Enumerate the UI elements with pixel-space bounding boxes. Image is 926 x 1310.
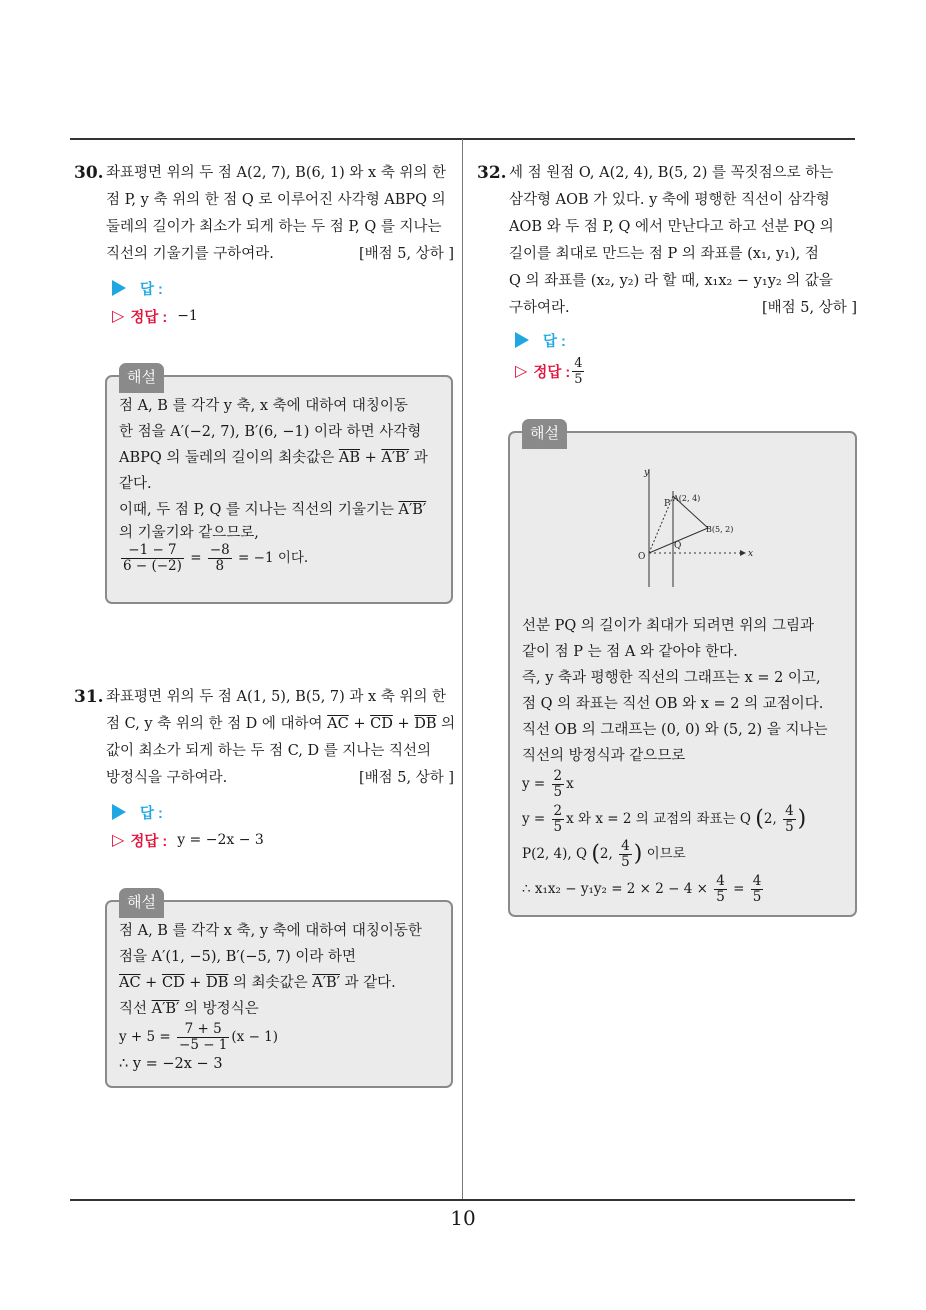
solution-formula: P(2, 4), Q (2, $\frac{4}{5}$ ) 이므로 [522,838,686,870]
outline-triangle-icon: ▷ [515,363,528,380]
explanation-tab: 해설 [522,419,567,449]
question-line: 점 C, y 축 위의 한 점 D 에 대하여 $\overline{AC} + \overline{CD} + \overline{DB}$ 의 [106,716,456,732]
label-B: B(5, 2) [706,525,734,534]
solution-line: 직선 OB 의 그래프는 (0, 0) 와 (5, 2) 을 지나는 [522,722,828,738]
question-32-text [477,160,857,322]
solution-line: $\overline{AC} + \overline{CD} + \overline{DB}$ 의 최솟값은 A′B′ 과 같다. [119,975,396,991]
answer-label: 답 : [543,333,566,350]
bottom-rule [70,1199,855,1201]
solution-formula: y = $\frac{2}{5}$ x [522,768,574,800]
correct-answer-label: 정답 : [533,364,571,381]
question-line: 둘레의 길이가 최소가 되게 하는 두 점 P, Q 를 지나는 [106,219,442,235]
solution-line: 이때, 두 점 P, Q 를 지나는 직선의 기울기는 A′B′ [119,502,427,518]
solution-line: ABPQ 의 둘레의 길이의 최솟값은 $\overline{AB} + A'B'$ 과 [119,450,428,466]
play-triangle-icon [515,332,529,348]
explanation-box-30 [105,369,453,604]
page-number: 10 [450,1206,476,1230]
correct-answer-value: $\frac{4}{5}$ [574,355,583,387]
correct-answer-value: −1 [177,308,198,324]
solution-formula: ∴ x₁x₂ − y₁y₂ = 2 × 2 − 4 × $\frac{4}{5}$ = $\frac{4}{5}$ [522,873,762,905]
solution-line: 의 기울기와 같으므로, [119,525,259,541]
solution-line: 점을 A′(1, −5), B′(−5, 7) 이라 하면 [119,949,357,965]
answer-row [112,274,454,302]
question-line: AOB 와 두 점 P, Q 에서 만난다고 하고 선분 PQ 의 [509,219,834,235]
solution-line: 점 A, B 를 각각 y 축, x 축에 대하여 대칭이동 [119,398,408,414]
question-line: Q 의 좌표를 (x₂, y₂) 라 할 때, x₁x₂ − y₁y₂ 의 값을 [509,273,833,289]
correct-answer-label: 정답 : [130,833,168,850]
solution-formula: y = $\frac{2}{5}$ x 와 x = 2 의 교점의 좌표는 Q (2, $\frac{4}{5}$ ) [522,803,807,835]
answer-row [515,326,857,354]
solution-line: 한 점을 A′(−2, 7), B′(6, −1) 이라 하면 사각형 [119,424,422,440]
question-32 [477,160,857,388]
label-A: A(2, 4) [673,494,701,503]
question-line: 좌표평면 위의 두 점 A(2, 7), B(6, 1) 와 x 축 위의 한 [106,165,447,181]
answer-label: 답 : [140,805,163,822]
question-31-text [74,684,456,792]
solution-line: 직선의 방정식과 같으므로 [522,748,686,764]
explanation-box-32 [508,425,857,917]
solution-line: 즉, y 축과 평행한 직선의 그래프는 x = 2 이고, [522,670,821,686]
explanation-tab: 해설 [119,363,164,393]
label-y: y [644,468,650,478]
correct-answer-row [112,826,454,854]
solution-line: 직선 A′B′ 의 방정식은 [119,1001,259,1017]
answer-row [112,798,454,826]
solution-line: 점 Q 의 좌표는 직선 OB 와 x = 2 의 교점이다. [522,696,824,712]
question-line: 직선의 기울기를 구하여라. [배점 5, 상하 ] [106,241,454,268]
x-arrow-icon [740,550,746,556]
question-number: 32. [477,163,507,183]
column-divider [462,139,463,1200]
correct-answer-row [112,302,454,330]
question-30 [74,160,454,330]
outline-triangle-icon: ▷ [112,832,125,849]
label-O: O [638,552,646,562]
question-number: 31. [74,687,104,707]
label-x: x [748,549,754,559]
correct-answer-row [515,354,857,388]
label-Q: Q [674,541,682,551]
question-line: 값이 최소가 되게 하는 두 점 C, D 를 지나는 직선의 [106,743,432,759]
score-meta: [배점 5, 상하 ] [358,246,454,262]
solution-line: 점 A, B 를 각각 x 축, y 축에 대하여 대칭이동한 [119,923,422,939]
question-line: 세 점 원점 O, A(2, 4), B(5, 2) 를 꼭짓점으로 하는 [509,165,834,181]
play-triangle-icon [112,804,126,820]
question-31 [74,684,456,854]
solution-line: 같이 점 P 는 점 A 와 같아야 한다. [522,644,738,660]
explanation-tab: 해설 [119,888,164,918]
play-triangle-icon [112,280,126,296]
question-line: 구하여라. [배점 5, 상하 ] [509,295,857,322]
question-30-text [74,160,454,268]
triangle-diagram [522,449,845,609]
solution-formula: $\frac{-1 - 7}{6 - (-2)}$ = $\frac{-8}{8}$ = −1 이다. [123,542,309,574]
solution-formula: y + 5 = $\frac{7 + 5}{-5 - 1}$ (x − 1) [119,1021,279,1053]
score-meta: [배점 5, 상하 ] [761,300,857,316]
solution-line: 선분 PQ 의 길이가 최대가 되려면 위의 그림과 [522,618,815,634]
solution-line: 같다. [119,476,152,492]
explanation-box-31 [105,894,453,1088]
question-line: 삼각형 AOB 가 있다. y 축에 평행한 직선이 삼각형 [509,192,830,208]
question-line: 좌표평면 위의 두 점 A(1, 5), B(5, 7) 과 x 축 위의 한 [106,689,447,705]
question-line: 길이를 최대로 만드는 점 P 의 좌표를 (x₁, y₁), 점 [509,246,819,262]
solution-line: ∴ y = −2x − 3 [119,1056,223,1072]
answer-label: 답 : [140,281,163,298]
label-P: P [664,499,671,509]
score-meta: [배점 5, 상하 ] [358,770,454,786]
outline-triangle-icon: ▷ [112,308,125,325]
correct-answer-value: y = −2x − 3 [177,832,264,848]
correct-answer-label: 정답 : [130,309,168,326]
question-line: 점 P, y 축 위의 한 점 Q 로 이루어진 사각형 ABPQ 의 [106,192,446,208]
question-line: 방정식을 구하여라. [배점 5, 상하 ] [106,765,454,792]
question-number: 30. [74,163,104,183]
